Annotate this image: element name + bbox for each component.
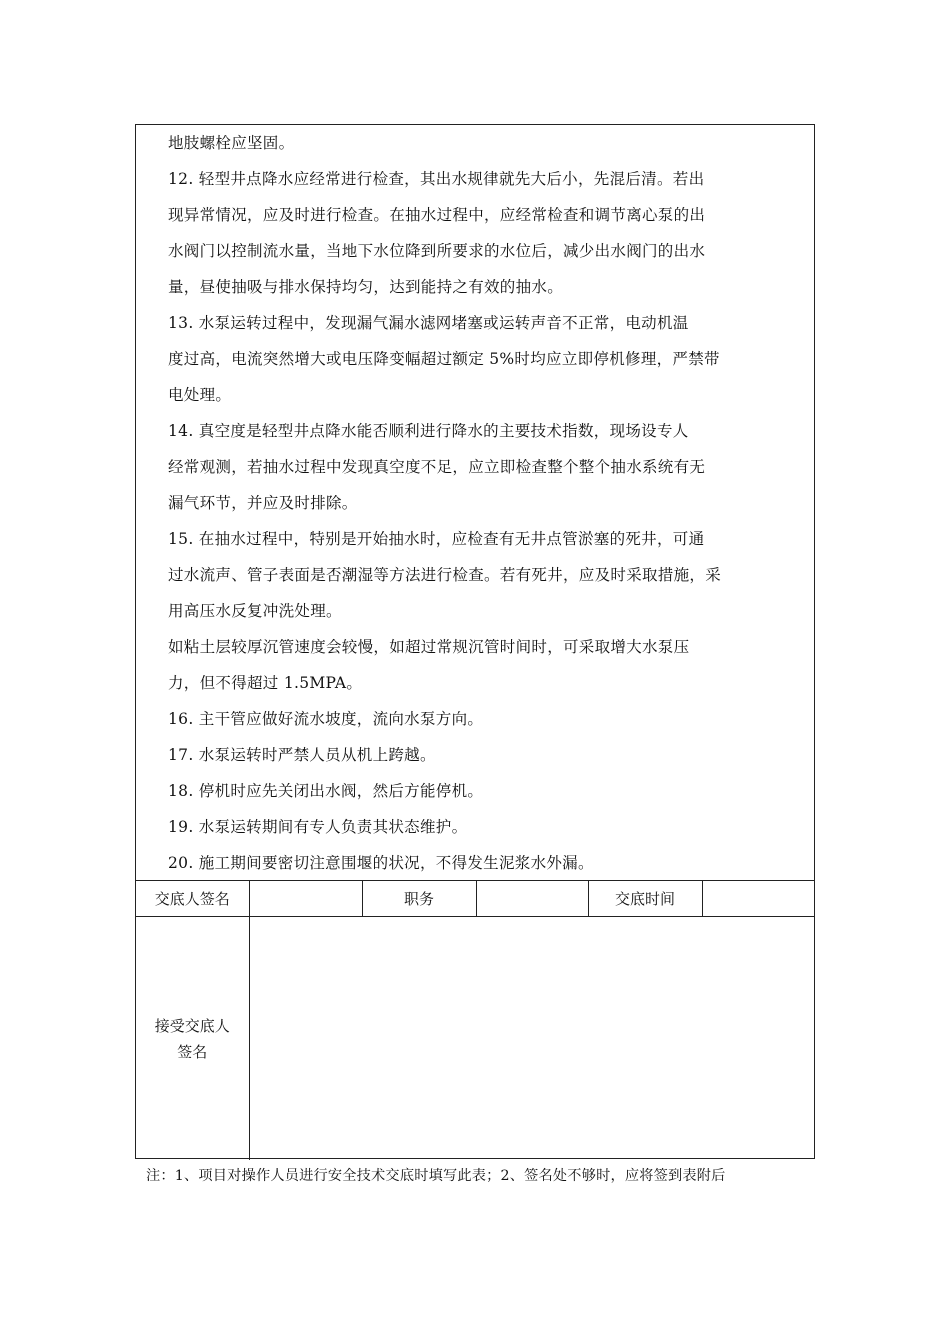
body-line: 经常观测，若抽水过程中发现真空度不足，应立即检查整个整个抽水系统有无 xyxy=(168,458,706,476)
disclosure-time-field[interactable] xyxy=(702,881,814,917)
receiver-label-line-2: 签名 xyxy=(177,1042,208,1061)
presenter-signature-field[interactable] xyxy=(249,881,362,917)
receiver-row xyxy=(136,917,814,1161)
body-line: 现异常情况，应及时进行检查。在抽水过程中，应经常检查和调节离心泵的出 xyxy=(168,206,706,224)
receiver-signature-label xyxy=(136,917,249,1161)
receiver-signature-field[interactable] xyxy=(249,917,814,1161)
body-line: 水阀门以控制流水量，当地下水位降到所要求的水位后，减少出水阀门的出水 xyxy=(168,242,706,260)
body-line: 用高压水反复冲洗处理。 xyxy=(168,602,342,620)
body-line: 16. 主干管应做好流水坡度，流向水泵方向。 xyxy=(168,710,484,728)
body-line: 14. 真空度是轻型井点降水能否顺利进行降水的主要技术指数，现场设专人 xyxy=(168,422,689,440)
body-line: 18. 停机时应先关闭出水阀，然后方能停机。 xyxy=(168,782,484,800)
instructions-body xyxy=(136,125,814,880)
body-line: 15. 在抽水过程中，特别是开始抽水时，应检查有无井点管淤塞的死井，可通 xyxy=(168,530,705,548)
receiver-label-line-1: 接受交底人 xyxy=(154,1016,230,1035)
body-line: 20. 施工期间要密切注意围堰的状况，不得发生泥浆水外漏。 xyxy=(168,854,594,872)
body-line: 19. 水泵运转期间有专人负责其状态维护。 xyxy=(168,818,468,836)
body-line: 地肢螺栓应坚固。 xyxy=(168,134,295,152)
position-field[interactable] xyxy=(476,881,588,917)
body-line: 17. 水泵运转时严禁人员从机上跨越。 xyxy=(168,746,436,764)
body-line: 漏气环节，并应及时排除。 xyxy=(168,494,358,512)
body-line: 量，昼使抽吸与排水保持均匀，达到能持之有效的抽水。 xyxy=(168,278,564,296)
body-line: 13. 水泵运转过程中，发现漏气漏水滤网堵塞或运转声音不正常，电动机温 xyxy=(168,314,689,332)
body-line: 12. 轻型井点降水应经常进行检查，其出水规律就先大后小，先混后清。若出 xyxy=(168,170,705,188)
footnote: 注：1、项目对操作人员进行安全技术交底时填写此表；2、签名处不够时，应将签到表附后 xyxy=(146,1168,726,1184)
position-label: 职务 xyxy=(362,881,476,917)
body-line: 电处理。 xyxy=(168,386,232,404)
body-line: 如粘土层较厚沉管速度会较慢，如超过常规沉管时间时，可采取增大水泵压 xyxy=(168,638,690,656)
disclosure-form xyxy=(135,124,815,1159)
presenter-signature-label: 交底人签名 xyxy=(136,881,249,917)
body-line: 度过高，电流突然增大或电压降变幅超过额定 5%时均应立即停机修理，严禁带 xyxy=(168,350,720,368)
body-line: 力，但不得超过 1.5MPA。 xyxy=(168,674,363,692)
body-line: 过水流声、管子表面是否潮湿等方法进行检查。若有死井，应及时采取措施，采 xyxy=(168,566,722,584)
signature-row xyxy=(136,881,814,917)
signature-table xyxy=(136,880,814,1160)
disclosure-time-label: 交底时间 xyxy=(588,881,702,917)
